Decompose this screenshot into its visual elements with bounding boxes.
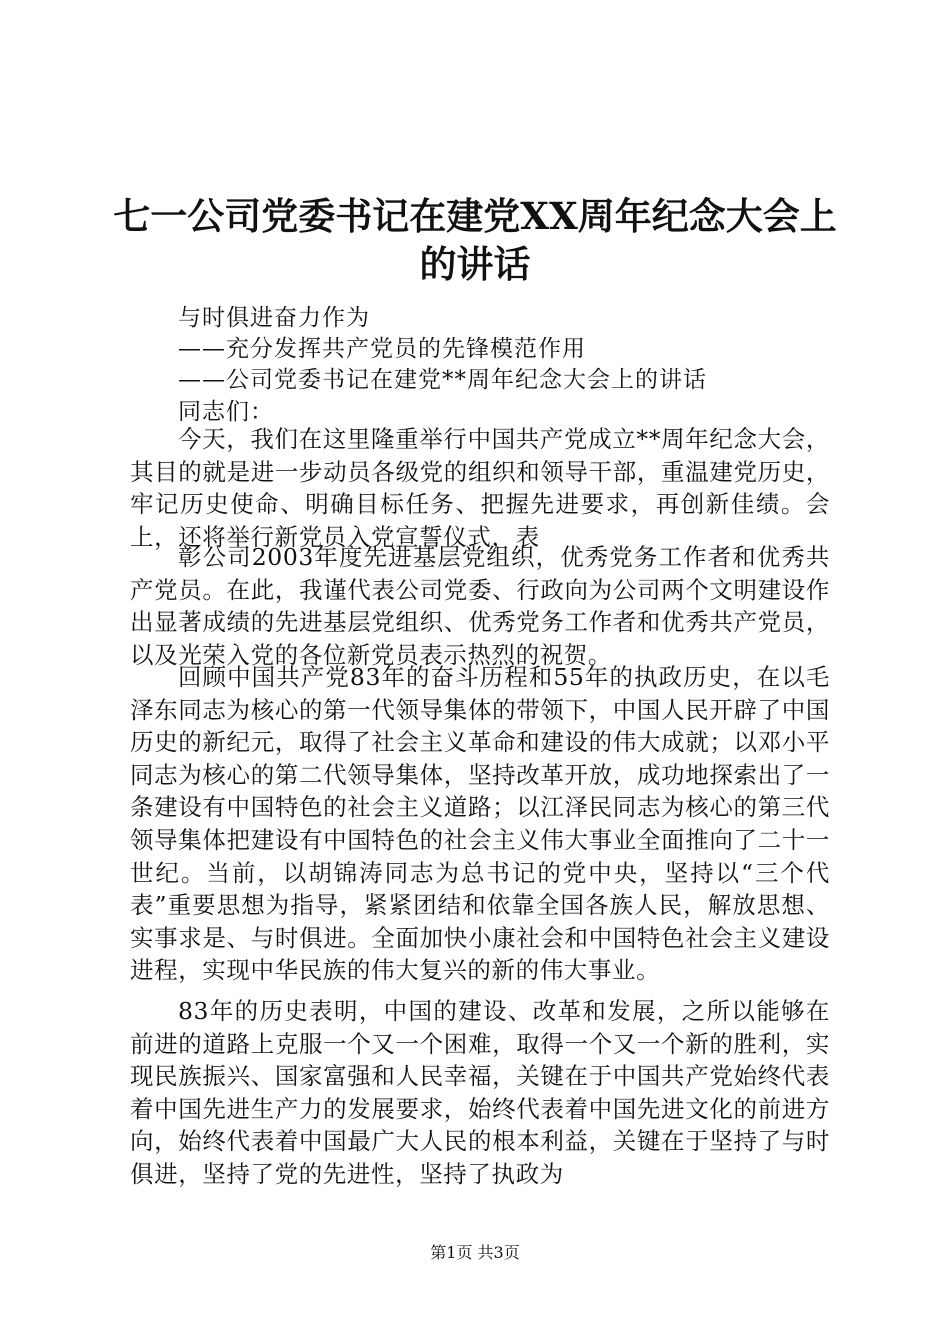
paragraph-4: 83年的历史表明，中国的建设、改革和发展，之所以能够在前进的道路上克服一个又一个困难，取得一个又一个新的胜利，实现民族振兴、国家富强和人民幸福，关键在于中国共产党始终代表着中国先进生产力的发展要求，始终代表着中国先进文化的前进方向，始终代表着中国最广大人民的根本利益，关键在于坚持了与时俱进，坚持了党的先进性，坚持了执政为 bbox=[130, 997, 830, 1188]
document-title-line2: 的讲话 bbox=[419, 242, 531, 286]
subtitle-main: 与时俱进奋力作为 bbox=[178, 305, 370, 331]
paragraph-1: 今天，我们在这里隆重举行中国共产党成立**周年纪念大会，其目的就是进一步动员各级党的组织和领导干部，重温建党历史，牢记历史使命、明确目标任务、把握先进要求，再创新佳绩。会上，还将举行新党员入党宣誓仪式，表 bbox=[130, 425, 830, 551]
paragraph-3: 回顾中国共产党83年的奋斗历程和55年的执政历史，在以毛泽东同志为核心的第一代领导集体的带领下，中国人民开辟了中国历史的新纪元，取得了社会主义革命和建设的伟大成就；以邓小平同志为核心的第二代领导集体，坚持改革开放，成功地探索出了一条建设有中国特色的社会主义道路；以江泽民同志为核心的第三代领导集体把建设有中国特色的社会主义伟大事业全面推向了二十一世纪。当前，以胡锦涛同志为总书记的党中央，坚持以“三个代表”重要思想为指导，紧紧团结和依靠全国各族人民，解放思想、实事求是、与时俱进。全面加快小康社会和中国特色社会主义建设进程，实现中华民族的伟大复兴的新的伟大事业。 bbox=[130, 663, 830, 985]
page-footer: 第1页 共3页 bbox=[430, 1243, 520, 1262]
paragraph-2: 彰公司2003年度先进基层党组织，优秀党务工作者和优秀共产党员。在此，我谨代表公司党委、行政向为公司两个文明建设作出显著成绩的先进基层党组织、优秀党务工作者和优秀共产党员，以及光荣入党的各位新党员表示热烈的祝贺。 bbox=[130, 543, 830, 669]
subtitle-tertiary: ——公司党委书记在建党**周年纪念大会上的讲话 bbox=[178, 367, 707, 393]
salutation: 同志们： bbox=[178, 399, 274, 425]
document-title-line1: 七一公司党委书记在建党XX周年纪念大会上 bbox=[113, 194, 837, 238]
subtitle-secondary: ——充分发挥共产党员的先锋模范作用 bbox=[178, 336, 586, 362]
